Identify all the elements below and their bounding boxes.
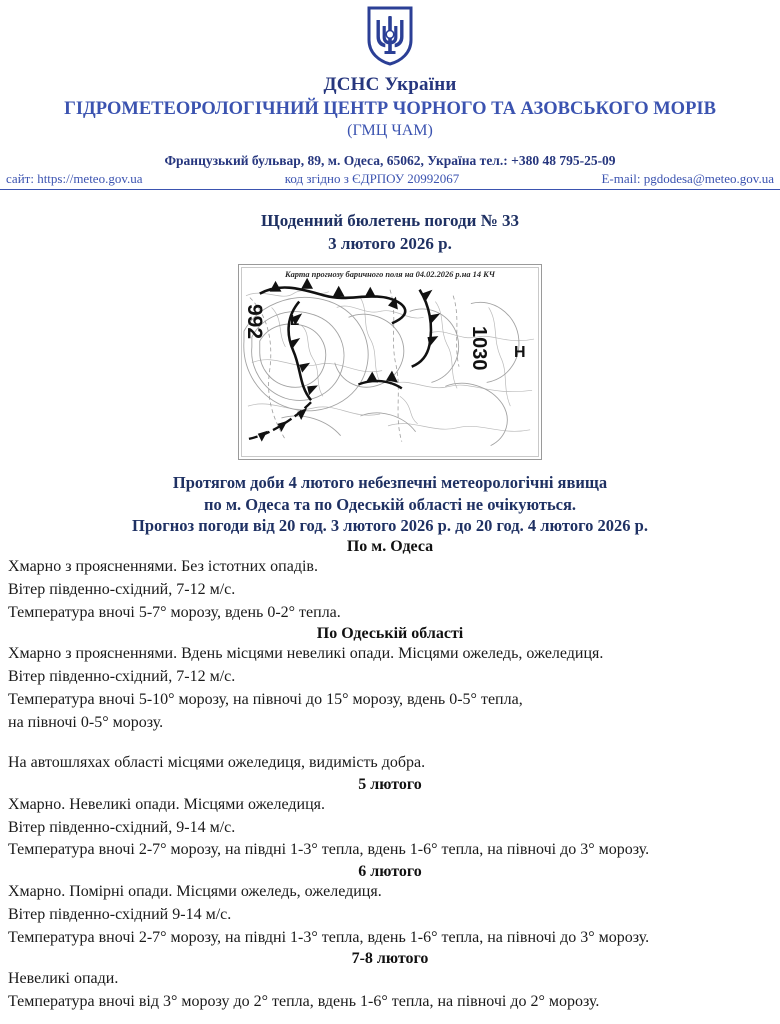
baric-field-chart-svg [242, 268, 538, 457]
feb78-temperature: Температура вночі від 3° морозу до 2° тепла, вдень 1-6° тепла, на півночі до 2° морозу. [8, 992, 600, 1010]
feb78-sky: Невеликі опади. [8, 970, 119, 988]
ukraine-coat-of-arms-tryzub-icon [367, 6, 413, 66]
odesa-city-temperature: Температура вночі 5-7° морозу, вдень 0-2° тепла. [8, 603, 341, 621]
synoptic-map-frame [238, 264, 542, 460]
spacer [8, 734, 772, 752]
hazard-warning-line1: Протягом доби 4 лютого небезпечні метеорологічні явища [172, 472, 608, 492]
low-pressure-marker: L [290, 311, 300, 329]
forecast-period: Прогноз погоди від 20 год. 3 лютого 2026 р. до 20 год. 4 лютого 2026 р. [132, 516, 648, 536]
odesa-city-wind: Вітер південно-східний, 7-12 м/с. [8, 580, 236, 598]
odesa-region-sky: Хмарно з проясненнями. Вдень місцями невеликі опади. Місцями ожеледь, ожеледиця. [8, 645, 604, 663]
section-heading-feb5: 5 лютого [358, 775, 422, 793]
odesa-city-sky: Хмарно з проясненнями. Без істотних опадів. [8, 558, 318, 576]
feb6-wind: Вітер південно-східний 9-14 м/с. [8, 905, 232, 923]
feb6-temperature: Температура вночі 2-7° морозу, на півдні 1-3° тепла, вдень 1-6° тепла, на півночі до 3° морозу. [8, 928, 650, 946]
feb5-temperature: Температура вночі 2-7° морозу, на півдні 1-3° тепла, вдень 1-6° тепла, на півночі до 3° морозу. [8, 841, 650, 859]
hazard-warning-line2: по м. Одеса та по Одеській області не очікуються. [203, 494, 577, 514]
section-heading-feb78: 7-8 лютого [351, 950, 429, 968]
contact-row [0, 169, 780, 190]
org-name-abbreviation: (ГМЦ ЧАМ) [347, 122, 433, 140]
high-pressure-value: 1030 [468, 325, 490, 371]
hazard-warning-block [8, 472, 772, 537]
feb5-sky: Хмарно. Невеликі опади. Місцями ожеледиця. [8, 795, 326, 813]
section-heading-odesa-region: По Одеській області [316, 625, 464, 643]
feb5-wind: Вітер південно-східний, 9-14 м/с. [8, 818, 236, 836]
road-conditions: На автошляхах області місцями ожеледиця, видимість добра. [8, 754, 426, 772]
synoptic-map [241, 267, 539, 457]
odesa-region-temperature-line1: Температура вночі 5-10° морозу, на півночі до 15° морозу, вдень 0-5° тепла, [8, 690, 523, 708]
odesa-region-wind: Вітер південно-східний, 7-12 м/с. [8, 668, 236, 686]
bulletin-title-block [0, 210, 780, 256]
emblem-container [0, 6, 780, 68]
edrpou-code: код згідно з ЄДРПОУ 20992067 [284, 171, 460, 187]
section-heading-feb6: 6 лютого [358, 863, 422, 881]
email-link[interactable]: E-mail: pgdodesa@meteo.gov.ua [601, 171, 774, 187]
bulletin-date: 3 лютого 2026 р. [328, 233, 452, 253]
org-name-center: ГІДРОМЕТЕОРОЛОГІЧНИЙ ЦЕНТР ЧОРНОГО ТА АЗОВСЬКОГО МОРІВ [64, 98, 716, 119]
map-caption: Карта прогнозу баричного поля на 04.02.2026 р.на 14 КЧ [284, 269, 496, 279]
website-link[interactable]: сайт: https://meteo.gov.ua [6, 171, 143, 187]
low-pressure-value: 992 [243, 303, 266, 339]
section-heading-odesa-city: По м. Одеса [346, 538, 434, 556]
feb6-sky: Хмарно. Помірні опади. Місцями ожеледь, ожеледиця. [8, 883, 382, 901]
high-pressure-marker: H [514, 343, 526, 361]
address-line: Французький бульвар, 89, м. Одеса, 65062, Україна тел.: +380 48 795-25-09 [164, 153, 616, 169]
odesa-region-temperature-line2: на півночі 0-5° морозу. [8, 713, 164, 731]
bulletin-content [0, 472, 780, 1014]
bulletin-title: Щоденний бюлетень погоди № 33 [261, 211, 519, 231]
synoptic-map-container [0, 264, 780, 460]
letterhead [0, 0, 780, 190]
org-name-agency: ДСНС України [323, 74, 457, 95]
